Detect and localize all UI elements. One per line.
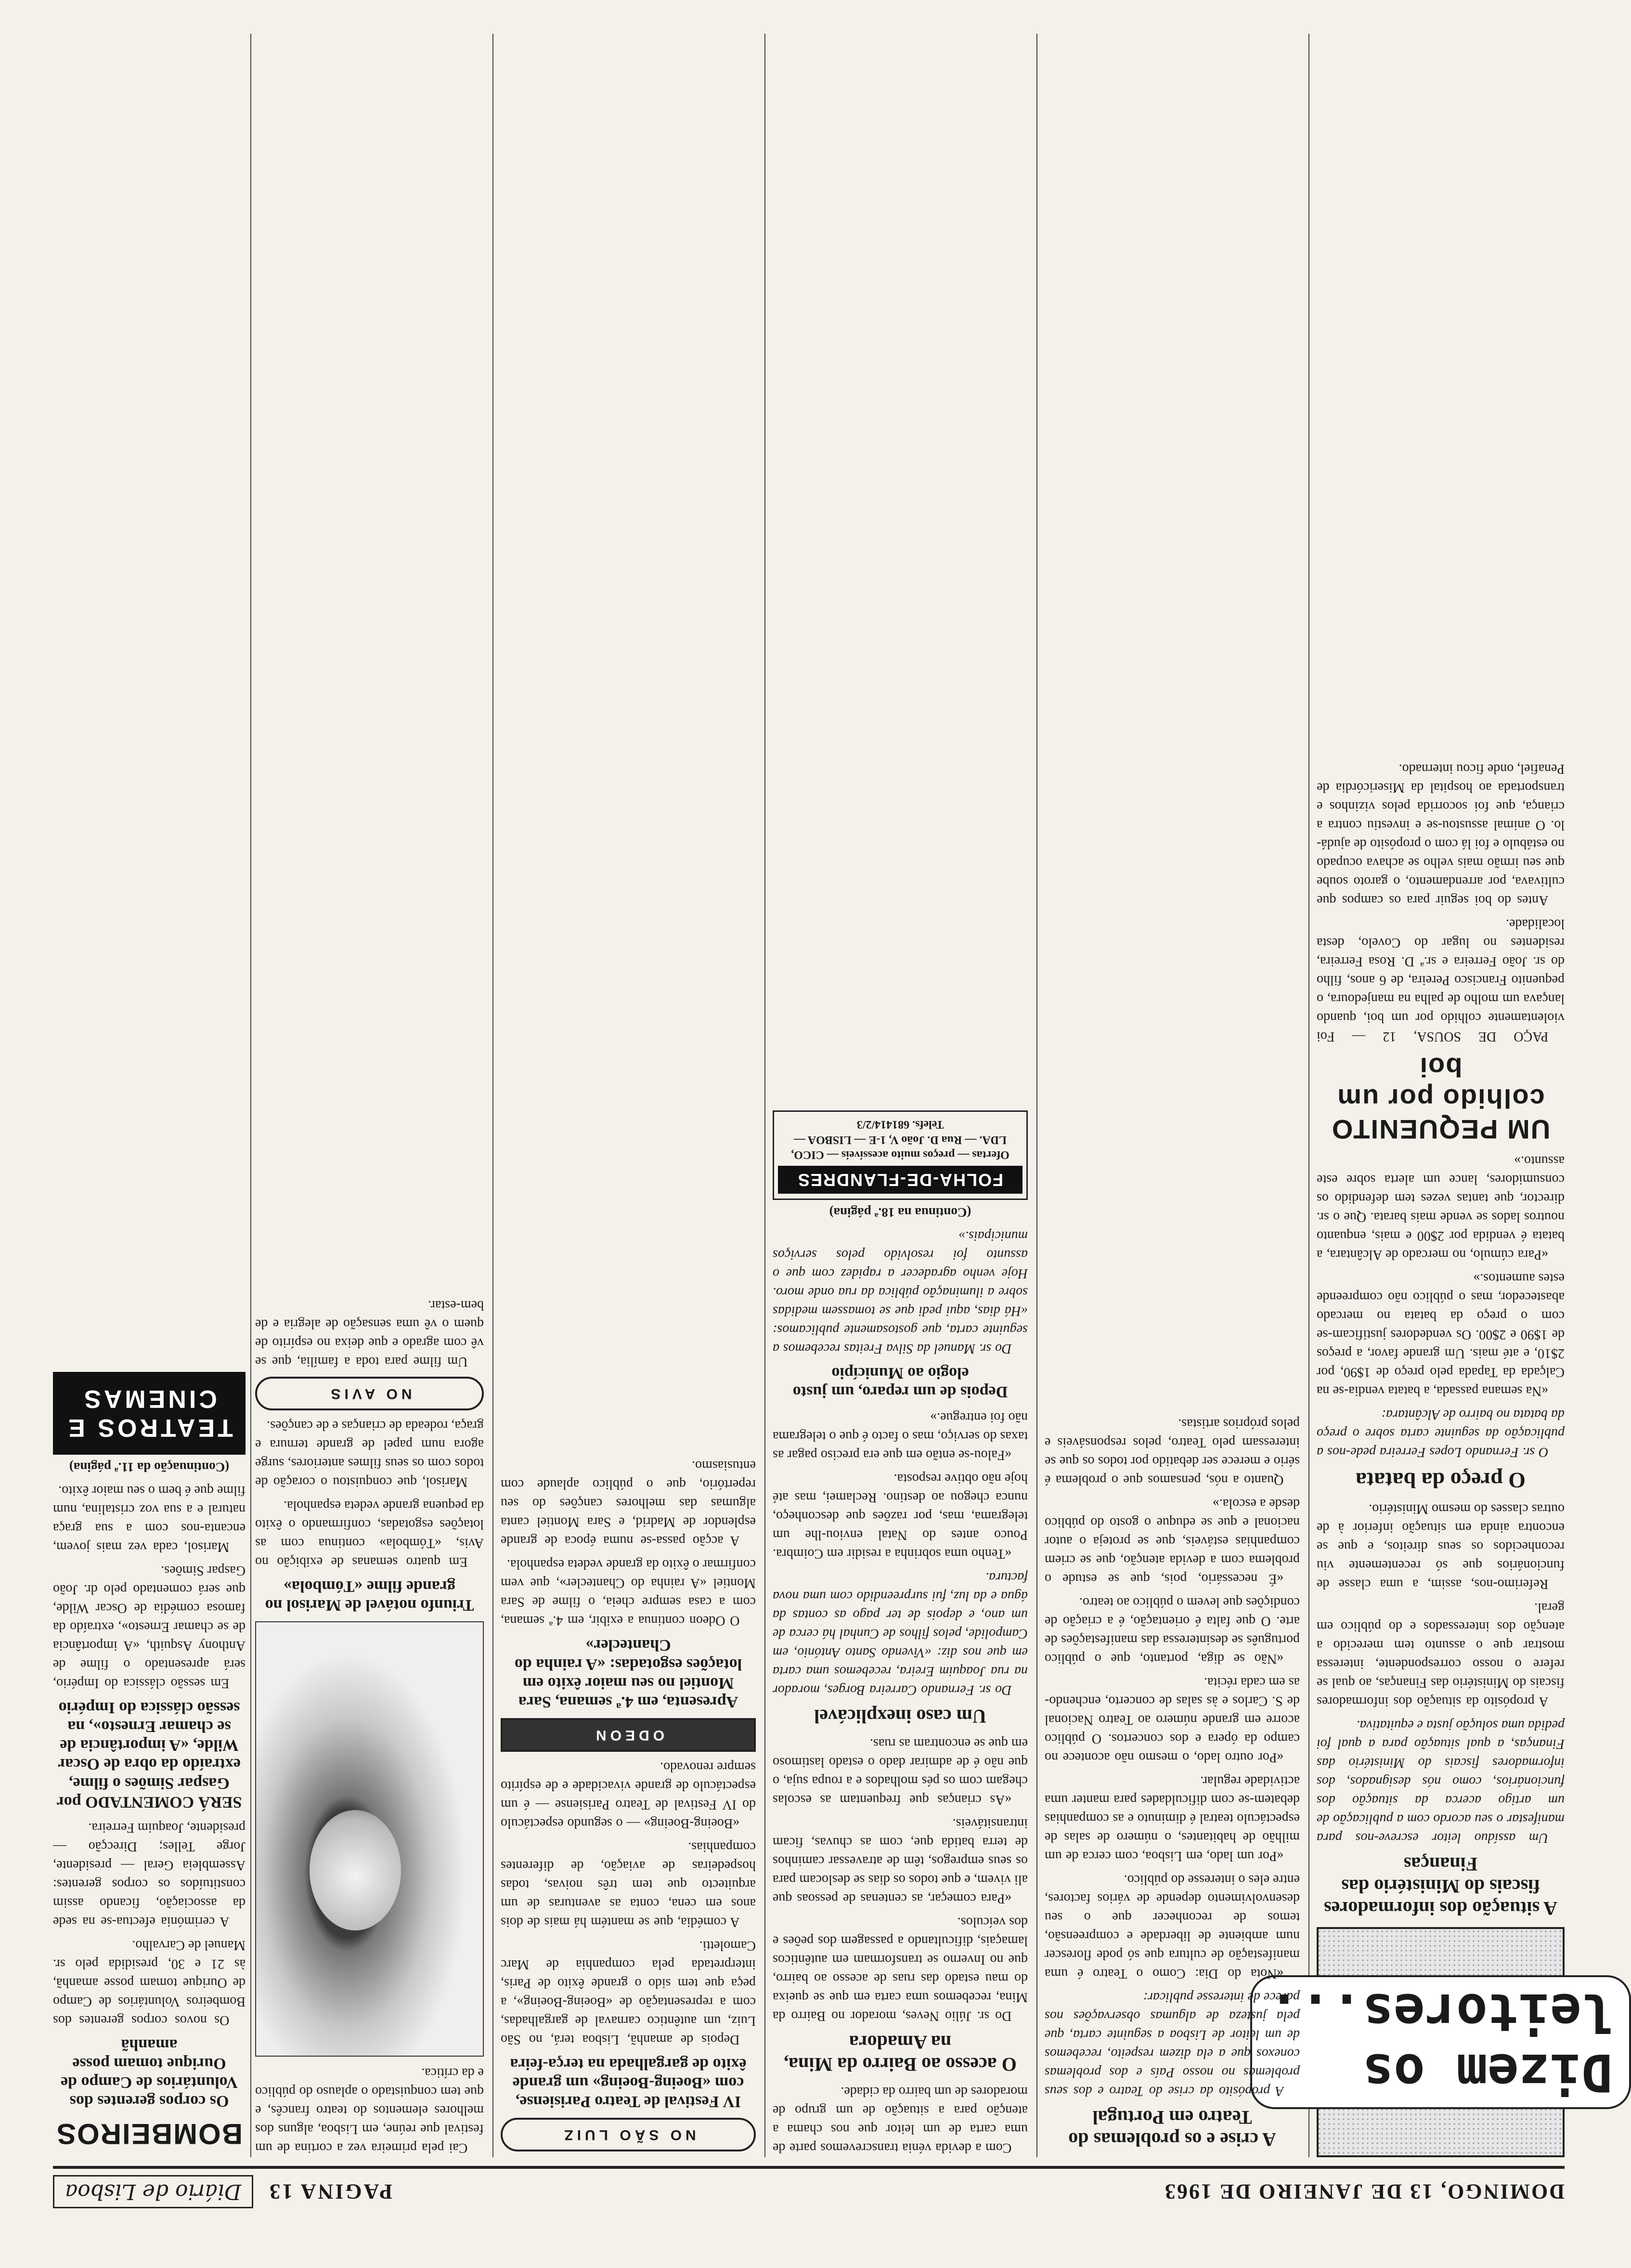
header-date: DOMINGO, 13 DE JANEIRO DE 1963 xyxy=(1163,2180,1565,2204)
article-paragraph: O sr. Fernando Lopes Ferreira pede-nos a publicação da seguinte carta sobre o preço da batata no bairro de Alcântara: xyxy=(1317,1407,1565,1460)
header-page-number: PAGINA 13 xyxy=(268,2180,392,2204)
article-paragraph: O Odeon continua a exibir, em 4.ª semana, com a casa sempre cheia, o filme de Sara Montiel «A rainha do Chantecler», que vem confirmar o êxito da grande vedeta espanhola. xyxy=(501,1557,756,1629)
article-paragraph: A propósito da crise do Teatro e dos seus problemas no nosso País e dos problemas conexos que a ela dizem respeito, recebemos de um leitor de Lisboa a seguinte carta, que pela justeza de algumas observações nos parece de interesse publicar: xyxy=(1045,1990,1300,2099)
column-rule xyxy=(1036,34,1037,2157)
article-paragraph: «Não se diga, portanto, que o público português se desinteressa das manifestações de arte. O que falta é orientação, é a criação de condições que levem o público ao teatro. xyxy=(1045,1595,1300,1666)
headline-crise-teatro: A crise e os problemas do Teatro em Portugal xyxy=(1068,2107,1276,2151)
column-bairro-mina xyxy=(773,34,1028,2157)
article-paragraph: Depois de amanhã, Lisboa terá, no São Luiz, um autêntico carnaval de gargalhadas, com a representação de «Boeing-Boeing», a peça que tem sido o grande êxito de Paris, interpretada pela companhia de Marc Camoletti. xyxy=(501,1938,756,2047)
article-paragraph: «Para cúmulo, no mercado de Alcântara, a batata é vendida por 2$00 e mais, enquanto noutros lados se vende mais barata. Que o sr. director, que tantas vezes tem defendido os consumidores, lance um alerta sobre este assunto.» xyxy=(1317,1153,1565,1263)
headline-sara-montiel: Apresenta, em 4.ª semana, Sara Montiel no seu maior êxito em lotações esgotadas: «A rainha do Chantecler» xyxy=(514,1636,742,1711)
headline-boeing-boeing: IV Festival de Teatro Parisiense, com «Boeing-Boeing» um grande êxito de gargalhada na terça-feira xyxy=(510,2055,747,2111)
dizem-os-leitores-box xyxy=(1268,1927,1613,2157)
article-paragraph: Antes do boi seguir para os campos que cultivava, por arrendamento, o garoto soube que seu irmão mais velho se achava ocupado no estábulo e foi lá com o propósito de ajudá-lo. O animal assustou-se e investiu contra a criança, que foi socorrida pelos vizinhos e transportada ao hospital da Misericórdia de Penafiel, onde ficou internado. xyxy=(1317,761,1565,908)
dizem-os-leitores-title: Dizem os leitores... xyxy=(1250,1975,1631,2109)
article-paragraph: A cerimónia efectua-se na sede da associação, ficando assim constituídos os corpos gerentes: Assembleia Geral — presidente, Jorge Telles; Direcção — presidente, Joaquim Ferreira. xyxy=(53,1820,246,1929)
article-paragraph: «Boeing-Boeing» — o segundo espectáculo do IV Festival de Teatro Parisiense — é um espectáculo de grande vivacidade e de espírito sempre renovado. xyxy=(501,1759,756,1831)
cinema-label-sao-luiz: NO SÃO LUIZ xyxy=(501,2118,756,2151)
article-paragraph: Marisol, cada vez mais jovem, encanta-nos com a sua graça natural e a sua voz cristalina, num filme que é bem o seu maior êxito. xyxy=(53,1483,246,1555)
article-paragraph: Do sr. Júlio Neves, morador no Bairro da Mina, recebemos uma carta em que se queixa do mau estado das ruas de acesso ao bairro, que no Inverno se transformam em autênticos lamaçais, dificultando a passagem dos peões e dos veículos. xyxy=(773,1915,1028,2023)
column-cinemas xyxy=(501,34,756,2157)
column-rule xyxy=(1308,34,1309,2157)
article-paragraph: «As crianças que frequentam as escolas chegam com os pés molhados e a roupa suja, o que não é de admirar dado o estado lastimoso em que se encontram as ruas. xyxy=(773,1736,1028,1807)
continuation-note: (Continuação da 11.ª página) xyxy=(69,1460,230,1475)
article-paragraph: Um assíduo leitor escreve-nos para manifestar o seu acordo com a publicação de um artigo acerca da situação dos funcionários, como nós designados, dos informadores fiscais do Ministério das Finanças, a qual situação para a qual foi pedida uma solução justa e equitativa. xyxy=(1317,1718,1565,1845)
article-paragraph: «Tenho uma sobrinha a residir em Coimbra. Pouco antes do Natal enviou-lhe um telegrama, mas, por razões que desconheço, nunca chegou ao destino. Reclamei, mas até hoje não obtive resposta. xyxy=(773,1471,1028,1561)
headline-pequenito: UM PEQUENITO colhido por um boi xyxy=(1331,1052,1551,1145)
column-rule xyxy=(764,34,765,2157)
article-paragraph: Cai pela primeira vez a cortina de um festival que reúne, em Lisboa, alguns dos melhores elementos do teatro francês, e que tem conquistado o aplauso do público e da crítica. xyxy=(255,2065,484,2155)
column-marisol xyxy=(255,34,484,2157)
headline-campo-ourique: Os corpos gerentes dos Voluntários de Campo de Ourique tomam posse amanhã xyxy=(60,2035,238,2110)
marisol-photo xyxy=(255,1621,484,2057)
column-teatro-crise xyxy=(1045,34,1300,2157)
headline-informadores: A situação dos informadores fiscais do Ministério das Finanças xyxy=(1324,1853,1557,1919)
article-paragraph: A comédia, que se mantém há mais de dois anos em cena, conta as aventuras de um arquitecto que tem três noivas, todas hospedeiras de aviação, de diferentes companhias. xyxy=(501,1839,756,1929)
headline-gaspar-simoes: SERÁ COMENTADO por Gaspar Simões o filme, extraído da obra de Oscar Wilde, «A importância de se chamar Ernesto», na sessão clássica do Império xyxy=(56,1699,242,1811)
ad-text: Ofertas — preços muito acessíveis — CICO, LDA. — Rua D. João V, 1-E — LISBOA — Telefs. 681414/2/3 xyxy=(791,1118,1010,1161)
article-paragraph: Marisol, que conquistou o coração de todos com os seus filmes anteriores, surge agora num papel de grande ternura e graça, rodeada de crianças e de canções. xyxy=(255,1418,484,1489)
article-paragraph: Referimo-nos, assim, a uma classe de funcionários que só recentemente viu reconhecidos os seus direitos, e que se encontra ainda em situação inferior à de outras classes do mesmo Ministério. xyxy=(1317,1501,1565,1591)
headline-caso-inexplicavel: Um caso inexplicável xyxy=(814,1706,986,1727)
article-paragraph: «Para começar, as centenas de pessoas que ali vivem, e que todos os dias se deslocam para os seus empregos, têm de atravessar caminhos de terra batida que, com as chuvas, ficam intransitáveis. xyxy=(773,1816,1028,1906)
article-paragraph: PAÇO DE SOUSA, 12 — Foi violentamente colhido por um boi, quando lançava um molho de palha na manjedoura, o pequenito Francisco Pereira, de 6 anos, filho do sr. João Ferreira e sr.ª D. Rosa Ferreira, residentes no lugar do Covelo, desta localidade. xyxy=(1317,916,1565,1044)
headline-bairro-mina: O acesso ao Bairro da Mina, na Amadora xyxy=(784,2032,1017,2075)
newspaper-logo: Diário de Lisboa xyxy=(53,2176,253,2209)
article-paragraph: Em sessão clássica do Império, será apresentado o filme de Anthony Asquith, «A importância de se chamar Ernesto», extraído da famosa comédia de Oscar Wilde, que será comentado pelo dr. João Gaspar Simões. xyxy=(53,1563,246,1691)
article-paragraph: Do sr. Manuel da Silva Freitas recebemos a seguinte carta, que gostosamente publicamos: «Há dias, aqui pedi que se tomassem medidas sobre a iluminação pública da rua onde moro. Hoje venho agradecer a rapidez com que o assunto foi resolvido pelos serviços municipais.» xyxy=(773,1228,1028,1356)
article-paragraph: «É necessário, pois, que se estude o problema com a devida atenção, que se criem companhias estáveis, que se proteja o autor nacional e que se eduque o gosto do público desde a escola.» xyxy=(1045,1496,1300,1586)
cinema-label-avis: NO AVIS xyxy=(255,1377,484,1410)
ad-title: FOLHA-DE-FLANDRES xyxy=(778,1166,1023,1194)
article-paragraph: Um filme para toda a família, que se vê com agrado e que deixa no espírito de quem o vê uma sensação de alegria e de bem-estar. xyxy=(255,1297,484,1369)
article-paragraph: Com a devida vénia transcrevemos parte de uma carta de um leitor que nos chama a atenção para a situação de um grupo de moradores de um bairro da cidade. xyxy=(773,2084,1028,2155)
headline-bombeiros: BOMBEIROS xyxy=(55,2118,243,2150)
article-paragraph: «Falou-se então em que era preciso pagar as taxas do serviço, mas o facto é que o telegrama não foi entregue.» xyxy=(773,1410,1028,1462)
page-header xyxy=(53,2166,1565,2215)
column-rule xyxy=(492,34,493,2157)
article-paragraph: «Nota do Dia: Como o Teatro é uma manifestação de cultura que só pode florescer num ambiente de liberdade e compreensão, temos de reconhecer que o seu desenvolvimento depende de vários factores, entre eles o interesse do público. xyxy=(1045,1872,1300,1981)
article-paragraph: A acção passa-se numa época de grande esplendor de Madrid, e Sara Montiel canta algumas das melhores canções do seu repertório, que o público aplaude com entusiasmo. xyxy=(501,1458,756,1549)
photo-face-shape xyxy=(310,1810,401,1930)
article-paragraph: «Na semana passada, a batata vendia-se na Calçada da Tapada pelo preço de 1$90, por 2$10, e até mais. Um grande favor, a preços de 1$90 e 2$00. Os vendedores justificam-se com o preço da batata no mercado abastecedor, mas o público não compreende estes aumentos.» xyxy=(1317,1271,1565,1399)
folha-de-flandres-ad xyxy=(773,1110,1028,1200)
article-paragraph: «Por outro lado, o mesmo não acontece no campo da ópera e dos concertos. O público acorre em grande número ao Teatro Nacional de S. Carlos e às salas de concerto, enchendo-as em cada récita. xyxy=(1045,1675,1300,1765)
column-teatros-cinemas xyxy=(53,34,246,2157)
headline-preco-batata: O preço da batata xyxy=(1355,1468,1526,1493)
article-paragraph: Os novos corpos gerentes dos Bombeiros Voluntários de Campo de Ourique tomam posse amanhã, às 21 e 30, presidida pelo sr. Manuel de Carvalho. xyxy=(53,1937,246,2028)
column-rule xyxy=(250,34,251,2157)
article-paragraph: Do sr. Fernando Carreira Borges, morador na rua Joaquim Ereira, recebemos uma carta em que nos diz: «Vivendo Santo António, em Campolide, pelos filhos de Cunhal há cerca de um ano, e depois de ter pago as contas da água e da luz, fui surpreendido com uma nova factura. xyxy=(773,1570,1028,1697)
column-readers-letters xyxy=(1268,34,1613,2157)
article-paragraph: Em quatro semanas de exibição no Avis, «Tómbola» continua com as lotações esgotadas, confirmando o êxito da pequena grande vedeta espanhola. xyxy=(255,1498,484,1569)
article-paragraph: «Por um lado, em Lisboa, com cerca de um milhão de habitantes, o número de salas de espectáculo teatral é diminuto e as companhias debatem-se com dificuldades para manter uma actividade regular. xyxy=(1045,1773,1300,1864)
teatros-cinemas-banner: TEATROS E CINEMAS xyxy=(53,1372,246,1455)
cinema-label-odeon: ODEON xyxy=(501,1718,756,1752)
continuation-note: (Continua na 18.ª página) xyxy=(829,1205,971,1220)
headline-tombola: Triunfo notável de Marisol no grande filme «Tómbola» xyxy=(265,1577,474,1614)
headline-elogio-municipio: Depois de um reparo, um justo elogio ao Município xyxy=(792,1364,1008,1401)
article-paragraph: Quanto a nós, pensamos que o problema é sério e merece ser debatido por todos os que se interessam pelo Teatro, pelos responsáveis e pelos próprios artistas. xyxy=(1045,1416,1300,1487)
article-paragraph: A propósito da situação dos informadores fiscais do Ministério das Finanças, ao qual se refere o nosso correspondente, interessa mostrar que o assunto tem merecido a atenção dos interessados e do público em geral. xyxy=(1317,1600,1565,1709)
